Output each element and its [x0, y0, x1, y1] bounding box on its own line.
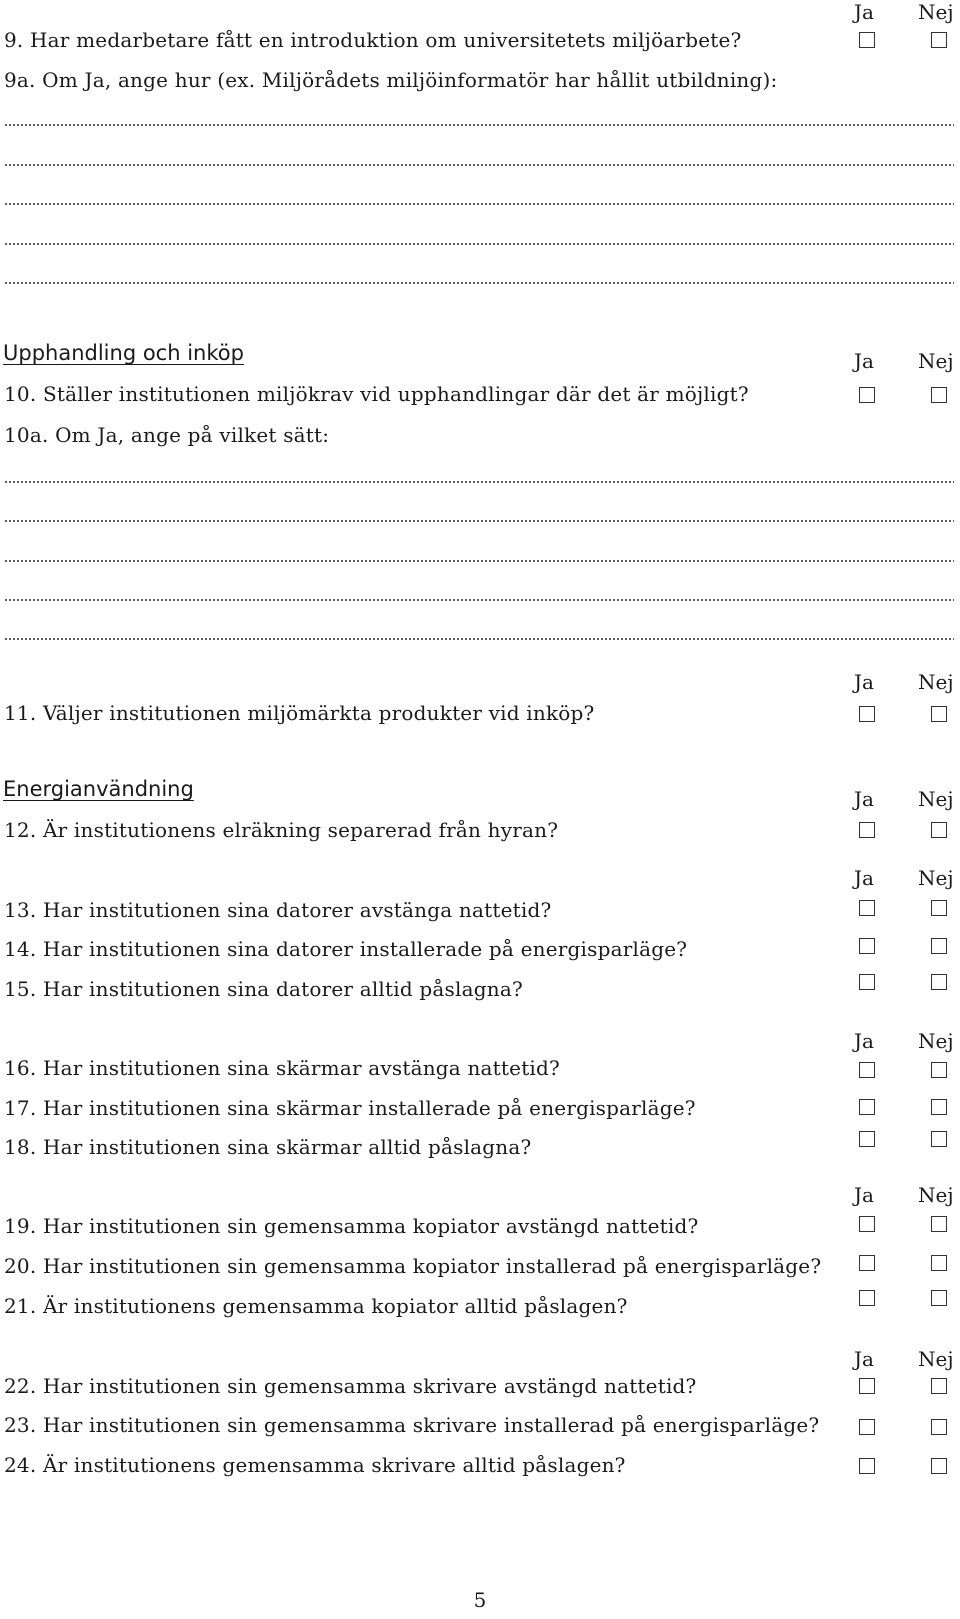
q19-nej-checkbox[interactable]	[931, 1216, 947, 1232]
q16-nej-checkbox[interactable]	[931, 1062, 947, 1078]
q17-ja-checkbox[interactable]	[859, 1099, 875, 1115]
q20-nej-checkbox[interactable]	[931, 1255, 947, 1271]
question-9a: 9a. Om Ja, ange hur (ex. Miljörådets miljöinformatör har hållit utbildning):	[4, 68, 778, 92]
nej-label: Nej	[918, 866, 954, 890]
question-13: 13. Har institutionen sina datorer avstänga nattetid?	[4, 898, 552, 922]
nej-label: Nej	[918, 349, 954, 373]
question-10a: 10a. Om Ja, ange på vilket sätt:	[4, 423, 330, 447]
q17-nej-checkbox[interactable]	[931, 1099, 947, 1115]
answer-line[interactable]	[4, 638, 954, 640]
q16-ja-checkbox[interactable]	[859, 1062, 875, 1078]
ja-label: Ja	[854, 0, 874, 24]
question-21: 21. Är institutionens gemensamma kopiator alltid påslagen?	[4, 1294, 628, 1318]
ja-label: Ja	[854, 866, 874, 890]
ja-label: Ja	[854, 1347, 874, 1371]
ja-label: Ja	[854, 1029, 874, 1053]
q15-ja-checkbox[interactable]	[859, 974, 875, 990]
section-heading-energi: Energianvändning	[3, 777, 194, 801]
answer-line[interactable]	[4, 481, 954, 483]
ja-label: Ja	[854, 670, 874, 694]
question-23: 23. Har institutionen sin gemensamma skrivare installerad på energisparläge?	[4, 1413, 820, 1437]
q14-nej-checkbox[interactable]	[931, 938, 947, 954]
q18-ja-checkbox[interactable]	[859, 1131, 875, 1147]
q13-nej-checkbox[interactable]	[931, 900, 947, 916]
q21-ja-checkbox[interactable]	[859, 1290, 875, 1306]
question-11: 11. Väljer institutionen miljömärkta produkter vid inköp?	[4, 701, 595, 725]
answer-line[interactable]	[4, 560, 954, 562]
answer-line[interactable]	[4, 243, 954, 245]
question-20: 20. Har institutionen sin gemensamma kopiator installerad på energisparläge?	[4, 1254, 822, 1278]
answer-line[interactable]	[4, 203, 954, 205]
question-17: 17. Har institutionen sina skärmar installerade på energisparläge?	[4, 1096, 696, 1120]
q24-ja-checkbox[interactable]	[859, 1458, 875, 1474]
question-12: 12. Är institutionens elräkning separerad från hyran?	[4, 818, 559, 842]
q23-ja-checkbox[interactable]	[859, 1419, 875, 1435]
q24-nej-checkbox[interactable]	[931, 1458, 947, 1474]
answer-line[interactable]	[4, 164, 954, 166]
question-14: 14. Har institutionen sina datorer installerade på energisparläge?	[4, 937, 688, 961]
q23-nej-checkbox[interactable]	[931, 1419, 947, 1435]
q9-ja-checkbox[interactable]	[859, 32, 875, 48]
ja-label: Ja	[854, 1183, 874, 1207]
q22-ja-checkbox[interactable]	[859, 1378, 875, 1394]
section-heading-upphandling: Upphandling och inköp	[3, 341, 244, 365]
question-15: 15. Har institutionen sina datorer alltid påslagna?	[4, 977, 523, 1001]
question-16: 16. Har institutionen sina skärmar avstänga nattetid?	[4, 1056, 560, 1080]
q10-ja-checkbox[interactable]	[859, 387, 875, 403]
q9-nej-checkbox[interactable]	[931, 32, 947, 48]
answer-line[interactable]	[4, 520, 954, 522]
nej-label: Nej	[918, 787, 954, 811]
q11-ja-checkbox[interactable]	[859, 706, 875, 722]
ja-label: Ja	[854, 787, 874, 811]
question-22: 22. Har institutionen sin gemensamma skrivare avstängd nattetid?	[4, 1374, 697, 1398]
q14-ja-checkbox[interactable]	[859, 938, 875, 954]
q21-nej-checkbox[interactable]	[931, 1290, 947, 1306]
q19-ja-checkbox[interactable]	[859, 1216, 875, 1232]
question-19: 19. Har institutionen sin gemensamma kopiator avstängd nattetid?	[4, 1214, 699, 1238]
nej-label: Nej	[918, 1183, 954, 1207]
q12-ja-checkbox[interactable]	[859, 822, 875, 838]
answer-line[interactable]	[4, 282, 954, 284]
q18-nej-checkbox[interactable]	[931, 1131, 947, 1147]
q20-ja-checkbox[interactable]	[859, 1255, 875, 1271]
question-9: 9. Har medarbetare fått en introduktion om universitetets miljöarbete?	[4, 28, 742, 52]
q15-nej-checkbox[interactable]	[931, 974, 947, 990]
q12-nej-checkbox[interactable]	[931, 822, 947, 838]
nej-label: Nej	[918, 0, 954, 24]
nej-label: Nej	[918, 1029, 954, 1053]
nej-label: Nej	[918, 1347, 954, 1371]
q22-nej-checkbox[interactable]	[931, 1378, 947, 1394]
ja-label: Ja	[854, 349, 874, 373]
nej-label: Nej	[918, 670, 954, 694]
answer-line[interactable]	[4, 124, 954, 126]
page-number: 5	[473, 1588, 487, 1612]
question-24: 24. Är institutionens gemensamma skrivare alltid påslagen?	[4, 1453, 626, 1477]
q10-nej-checkbox[interactable]	[931, 387, 947, 403]
q11-nej-checkbox[interactable]	[931, 706, 947, 722]
question-18: 18. Har institutionen sina skärmar alltid påslagna?	[4, 1135, 532, 1159]
answer-line[interactable]	[4, 599, 954, 601]
question-10: 10. Ställer institutionen miljökrav vid upphandlingar där det är möjligt?	[4, 382, 749, 406]
q13-ja-checkbox[interactable]	[859, 900, 875, 916]
